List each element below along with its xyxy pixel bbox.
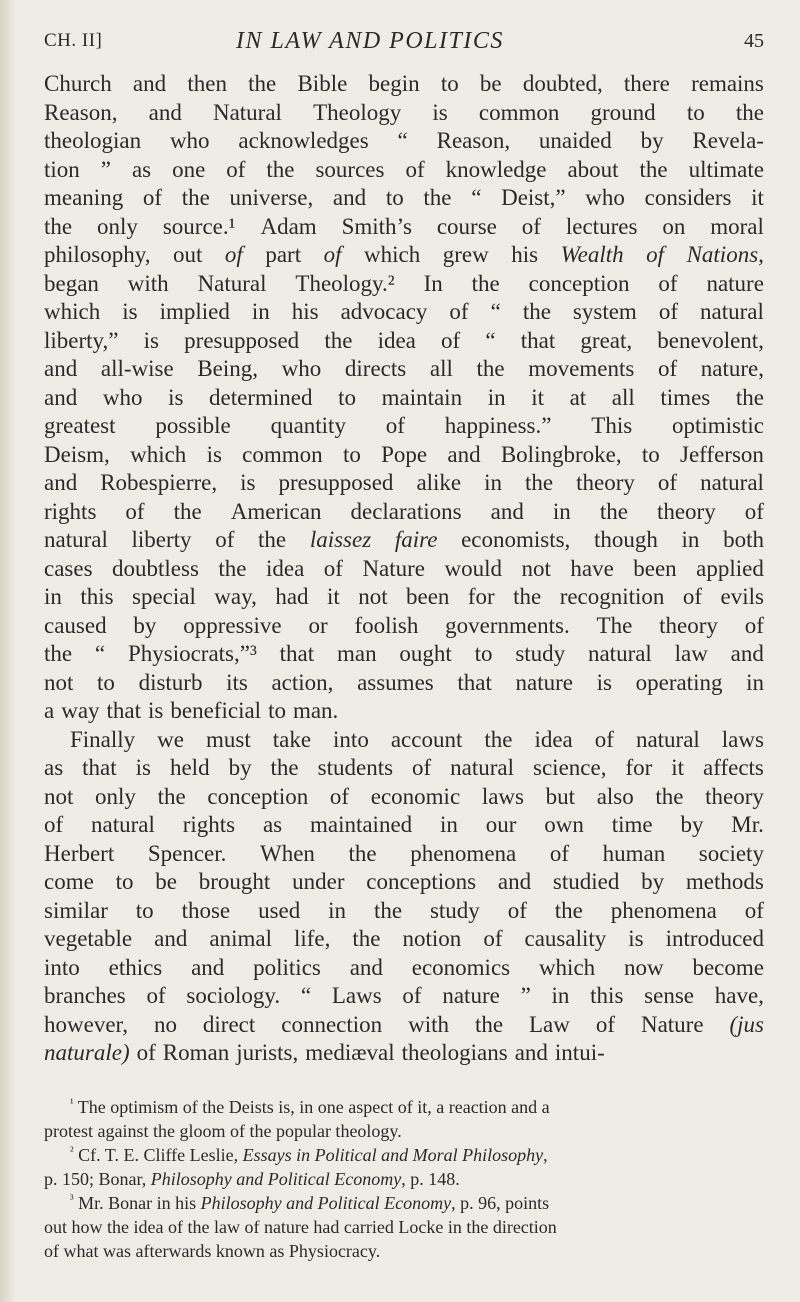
footnotes: [44, 1095, 764, 1263]
body-line: and Robespierre, is presupposed alike in the theory of natural: [44, 470, 764, 495]
body-line: liberty,” is presupposed the idea of “ that great, benevolent,: [44, 327, 764, 353]
body-line: and who is determined to maintain in it at all times the: [44, 384, 764, 410]
body-line: into ethics and politics and economics which now become: [44, 954, 764, 980]
body-line: not to disturb its action, assumes that nature is operating in: [44, 669, 764, 695]
body-line: the only source.¹ Adam Smith’s course of lectures on moral: [44, 213, 764, 239]
body-line: greatest possible quantity of happiness.” This optimistic: [44, 413, 764, 438]
body-line: come to be brought under conceptions and studied by methods: [44, 869, 764, 894]
footnote-line: $^{^1}$ The optimism of the Deists is, in one aspect of it, a reaction and a: [70, 1096, 550, 1117]
footnote-line: out how the idea of the law of nature had carried Locke in the direction: [44, 1217, 557, 1237]
footnote-line: p. 150; Bonar, Philosophy and Political Economy, p. 148.: [44, 1169, 460, 1189]
footnote-line: $^{^3}$ Mr. Bonar in his Philosophy and Political Economy, p. 96, points: [70, 1192, 550, 1213]
body-line: philosophy, out of part of which grew his Wealth of Nations,: [44, 242, 764, 267]
footnote-line: of what was afterwards known as Physiocracy.: [44, 1241, 381, 1261]
body-line: cases doubtless the idea of Nature would not have been applied: [44, 555, 764, 581]
body-line: began with Natural Theology.² In the conception of nature: [44, 270, 764, 296]
body-text: [44, 70, 764, 1068]
running-title: IN LAW AND POLITICS: [236, 28, 504, 54]
body-line: as that is held by the students of natural science, for it affects: [44, 755, 764, 780]
page-gutter-shadow: [0, 0, 16, 1302]
body-line: meaning of the universe, and to the “ Deist,” who considers it: [44, 185, 764, 210]
body-line: naturale) of Roman jurists, mediæval theologians and intui-: [44, 1040, 605, 1065]
body-line: Reason, and Natural Theology is common ground to the: [44, 99, 764, 125]
body-line: a way that is beneficial to man.: [44, 698, 339, 723]
body-line: branches of sociology. “ Laws of nature ” in this sense have,: [44, 983, 764, 1008]
body-line: vegetable and animal life, the notion of causality is introduced: [44, 926, 764, 951]
body-line: theologian who acknowledges “ Reason, unaided by Revela-: [44, 128, 764, 153]
chapter-marker: CH. II]: [44, 30, 103, 51]
body-line: tion ” as one of the sources of knowledge about the ultimate: [44, 156, 764, 182]
body-line: in this special way, had it not been for the recognition of evils: [44, 584, 764, 609]
body-line: Church and then the Bible begin to be doubted, there remains: [44, 71, 764, 96]
body-line: of natural rights as maintained in our own time by Mr.: [44, 812, 764, 837]
body-line: similar to those used in the study of the phenomena of: [44, 897, 764, 923]
body-line: Finally we must take into account the idea of natural laws: [70, 726, 764, 752]
body-line: Deism, which is common to Pope and Bolingbroke, to Jefferson: [44, 441, 764, 467]
body-line: natural liberty of the laissez faire economists, though in both: [44, 527, 764, 552]
body-line: Herbert Spencer. When the phenomena of human society: [44, 840, 764, 866]
body-line: caused by oppressive or foolish governments. The theory of: [44, 612, 764, 638]
body-line: which is implied in his advocacy of “ the system of natural: [44, 299, 764, 324]
body-line: not only the conception of economic laws but also the theory: [44, 783, 764, 809]
footnote-line: $^{^2}$ Cf. T. E. Cliffe Leslie, Essays in Political and Moral Philosophy,: [70, 1144, 548, 1165]
body-line: the “ Physiocrats,”³ that man ought to study natural law and: [44, 641, 764, 666]
body-line: rights of the American declarations and in the theory of: [44, 498, 764, 524]
body-line: and all-wise Being, who directs all the movements of nature,: [44, 356, 764, 381]
page-number: 45: [744, 30, 764, 52]
footnote-line: protest against the gloom of the popular theology.: [44, 1121, 402, 1141]
body-line: however, no direct connection with the Law of Nature (jus: [44, 1011, 764, 1037]
running-header: [44, 26, 764, 62]
